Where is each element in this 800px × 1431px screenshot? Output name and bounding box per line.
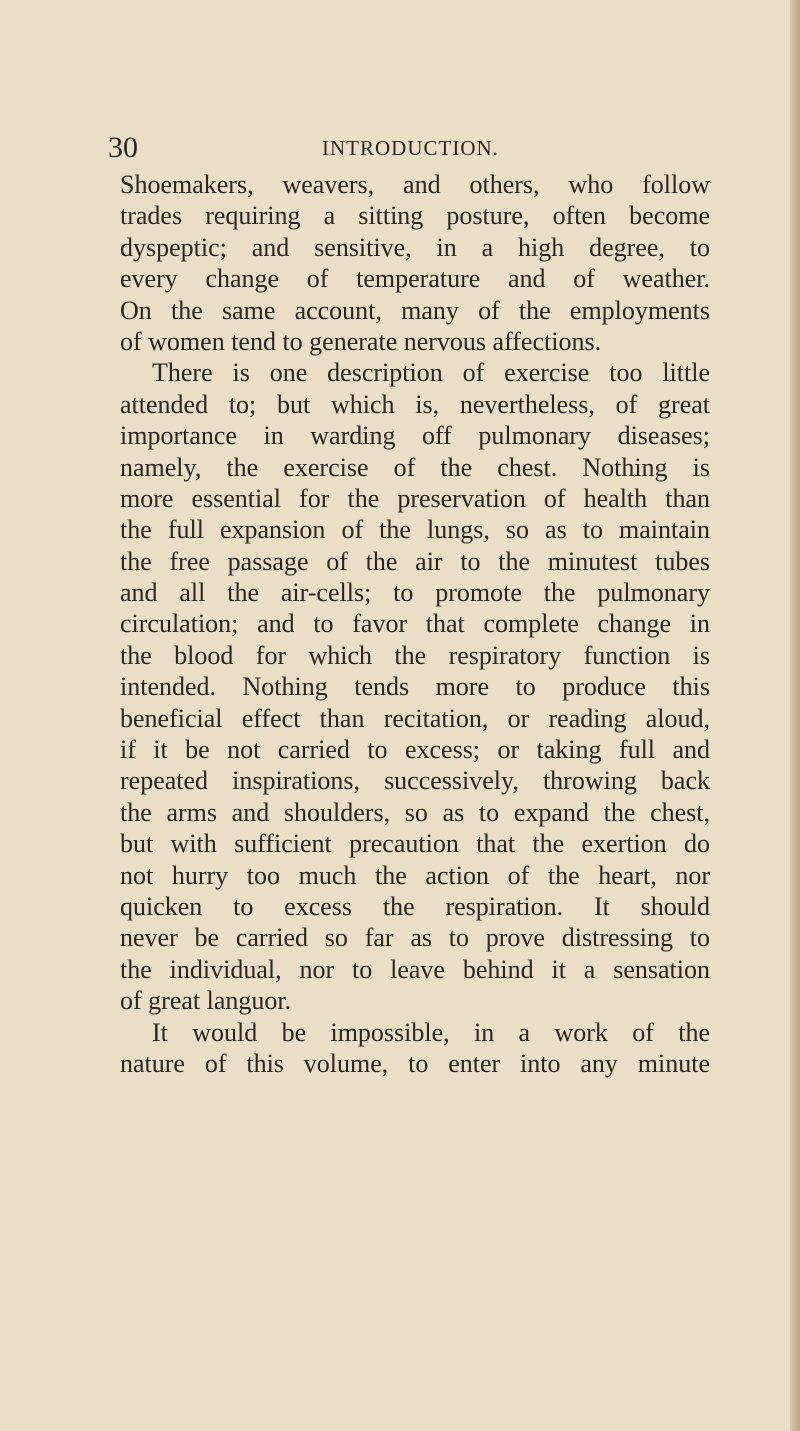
text-line: namely, the exercise of the chest. Nothing is (120, 452, 710, 482)
text-line: importance in warding off pulmonary diseases; (120, 421, 710, 451)
text-line: and all the air-cells; to promote the pulmonary (120, 578, 710, 608)
text-line: repeated inspirations, successively, throwing back (120, 766, 710, 796)
text-line: trades requiring a sitting posture, often become (120, 201, 710, 231)
text-line: There is one description of exercise too little (152, 358, 710, 388)
text-line: the full expansion of the lungs, so as to maintain (120, 515, 710, 545)
text-line: dyspeptic; and sensitive, in a high degree, to (120, 232, 710, 262)
text-line: never be carried so far as to prove distressing to (120, 923, 710, 953)
text-line: beneficial effect than recitation, or reading aloud, (120, 703, 710, 733)
text-line: It would be impossible, in a work of the (152, 1017, 710, 1047)
text-line: Shoemakers, weavers, and others, who follow (120, 170, 710, 199)
text-line: if it be not carried to excess; or taking full and (120, 735, 710, 765)
text-line: the free passage of the air to the minutest tubes (120, 546, 710, 576)
text-line: not hurry too much the action of the heart, nor (120, 860, 710, 890)
text-line: quicken to excess the respiration. It should (120, 891, 710, 921)
text-line: more essential for the preservation of health than (120, 483, 710, 513)
text-line: the individual, nor to leave behind it a sensation (120, 954, 710, 984)
text-line: attended to; but which is, nevertheless, of great (120, 389, 710, 419)
text-line: but with sufficient precaution that the exertion do (120, 829, 710, 859)
page-number: 30 (108, 131, 138, 164)
text-line: On the same account, many of the employments (120, 295, 710, 325)
page-edge (790, 0, 800, 1431)
text-line: every change of temperature and of weather. (120, 264, 710, 294)
text-line: of great languor. (120, 986, 292, 1016)
text-line: of women tend to generate nervous affections. (120, 326, 602, 356)
text-line: intended. Nothing tends more to produce this (120, 672, 710, 702)
text-line: the arms and shoulders, so as to expand the chest, (120, 797, 710, 827)
text-line: circulation; and to favor that complete change in (120, 609, 710, 639)
chapter-title: INTRODUCTION. (322, 136, 499, 160)
text-line: nature of this volume, to enter into any minute (120, 1048, 710, 1078)
body-text (120, 169, 710, 1079)
text-line: the blood for which the respiratory function is (120, 640, 710, 670)
running-head (108, 128, 708, 168)
